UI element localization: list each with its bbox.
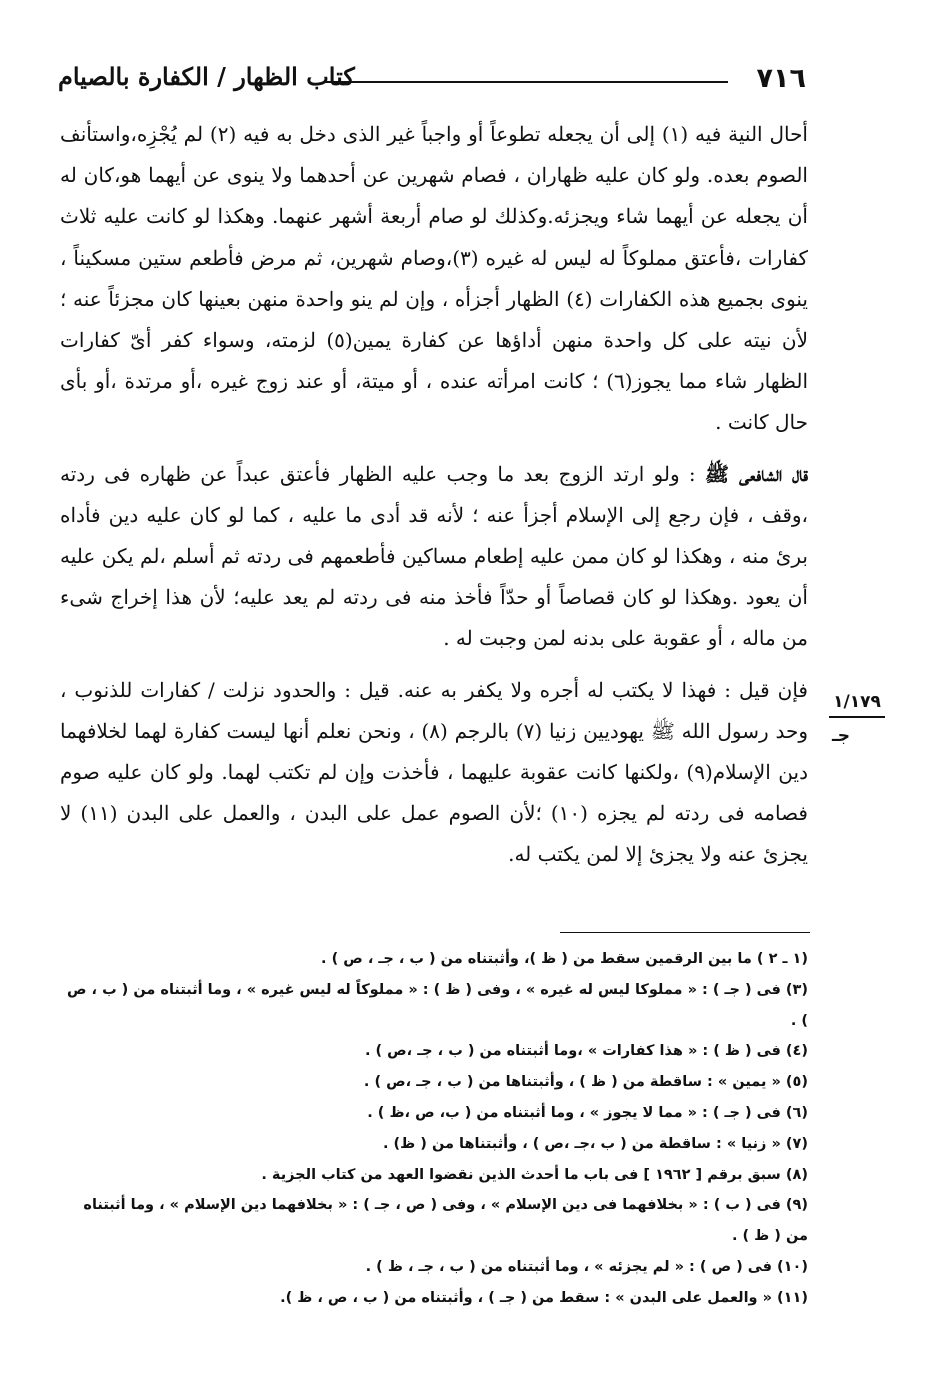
footnote: (٥) « يمين » : ساقطة من ( ظ ) ، وأثبتناها من ( ب ، جـ ،ص ) . — [363, 1074, 808, 1091]
footnote: (٦) فى ( جـ ) : « مما لا يجوز » ، وما أثبتناه من ( ب، ص ،ظ ) . — [367, 1104, 808, 1121]
footnote: (٧) « زنيا » : ساقطة من ( ب ،جـ ،ص ) ، وأثبتناها من ( ظ) . — [382, 1135, 808, 1152]
footnote: (١١) « والعمل على البدن » : سقط من ( جـ ) ، وأثبتناه من ( ب ، ص ، ظ ). — [280, 1289, 808, 1306]
paragraph — [60, 114, 808, 444]
margin-reference-number: ١/١٧٩ — [829, 690, 885, 718]
page-header — [58, 60, 806, 100]
footnote: (٨) سبق برقم [ ١٩٦٢ ] فى باب ما أحدث الذين نقضوا العهد من كتاب الجزية . — [261, 1166, 808, 1183]
running-title: كتاب الظهار / الكفارة بالصيام — [58, 62, 355, 91]
paragraph-text: : ولو ارتد الزوج بعد ما وجب عليه الظهار فأعتق عبداً عن ظهاره فى ردته ،وقف ، فإن رجع إلى الإسلام أجزأ عنه ؛ لأنه قد أدى ما عليه ، كما لو كان عليه دين فأداه برئ منه ، وهكذا لو كان ممن عليه إطعام مساكين فأطعمهم فى ردته ثم أسلم ،لم يكن عليه أن يعود .وهكذا لو كان قصاصاً أو حدّاً فأخذ منه فى ردته لم يعد عليه؛ لأن هذا إخراج شىء من ماله ، أو عقوبة على بدنه لمن وجبت له . — [60, 461, 808, 651]
footnote: (١٠) فى ( ص ) : « لم يجزئه » ، وما أثبتناه من ( ب ، جـ ، ظ ) . — [365, 1258, 808, 1275]
footnote-separator — [560, 932, 810, 933]
footnotes — [60, 944, 808, 1314]
paragraph — [60, 670, 808, 876]
footnote: (٩) فى ( ب ) : « بخلافهما فى دين الإسلام » ، وفى ( ص ، جـ ) : « بخلافهما دين الإسلام » ، وما أثبتناه من ( ظ ) . — [83, 1197, 808, 1245]
speaker-label: قال الشافعى ﷺ — [704, 461, 808, 486]
footnote: (٣) فى ( جـ ) : « مملوكا ليس له غيره » ، وفى ( ظ ) : « مملوكاً له ليس غيره » ، وما أثبتناه من ( ب ، ص ) . — [66, 981, 808, 1029]
main-text — [60, 114, 808, 886]
footnote: (٤) فى ( ظ ) : « هذا كفارات » ،وما أثبتناه من ( ب ، جـ ،ص ) . — [364, 1043, 808, 1060]
paragraph — [60, 454, 808, 660]
page-number: ٧١٦ — [756, 63, 806, 94]
paragraph-text: فإن قيل : فهذا لا يكتب له أجره ولا يكفر به عنه. قيل : والحدود نزلت / كفارات للذنوب ، وحد رسول الله ﷺ يهوديين زنيا (٧) بالرجم (٨) ، ونحن نعلم أنها ليست كفارة لهما لخلافهما دين الإسلام(٩) ،ولكنها كانت عقوبة عليهما ، فأخذت وإن لم تكتب لهما. ولو كان عليه صوم فصامه فى ردته لم يجزه (١٠) ؛لأن الصوم عمل على البدن ، والعمل على البدن (١١) لا يجزئ عنه ولا يجزئ إلا لمن يكتب له. — [60, 677, 808, 867]
footnote: (١ ـ ٢ ) ما بين الرقمين سقط من ( ظ )، وأثبتناه من ( ب ، جـ ، ص ) . — [321, 951, 808, 967]
margin-reference-volume: جـ — [832, 726, 851, 746]
paragraph-text: أحال النية فيه (١) إلى أن يجعله تطوعاً أو واجباً غير الذى دخل به فيه (٢) لم يُجْزِه،واستأنف الصوم بعده. ولو كان عليه ظهاران ، فصام شهرين عن أحدهما ولا ينوى عن أيهما هو،كان له أن يجعله عن أيهما شاء ويجزئه.وكذلك لو صام أربعة أشهر عنهما. وهكذا لو كانت عليه ثلاث كفارات ،فأعتق مملوكاً له ليس له غيره (٣)،وصام شهرين، ثم مرض فأطعم ستين مسكيناً ، ينوى بجميع هذه الكفارات (٤) الظهار أجزأه ، وإن لم ينو واحدة منهن بعينها كان مجزئاً عنه ؛ لأن نيته على كل واحدة منهن أداؤها عن كفارة يمين(٥) لزمته، وسواء كفر أىّ كفارات الظهار شاء مما يجوز(٦) ؛ كانت امرأته عنده ، أو ميتة، أو عند زوج غيره ،أو مرتدة ،أو بأى حال كانت . — [60, 122, 808, 435]
header-rule — [323, 81, 728, 83]
margin-reference — [822, 690, 892, 748]
